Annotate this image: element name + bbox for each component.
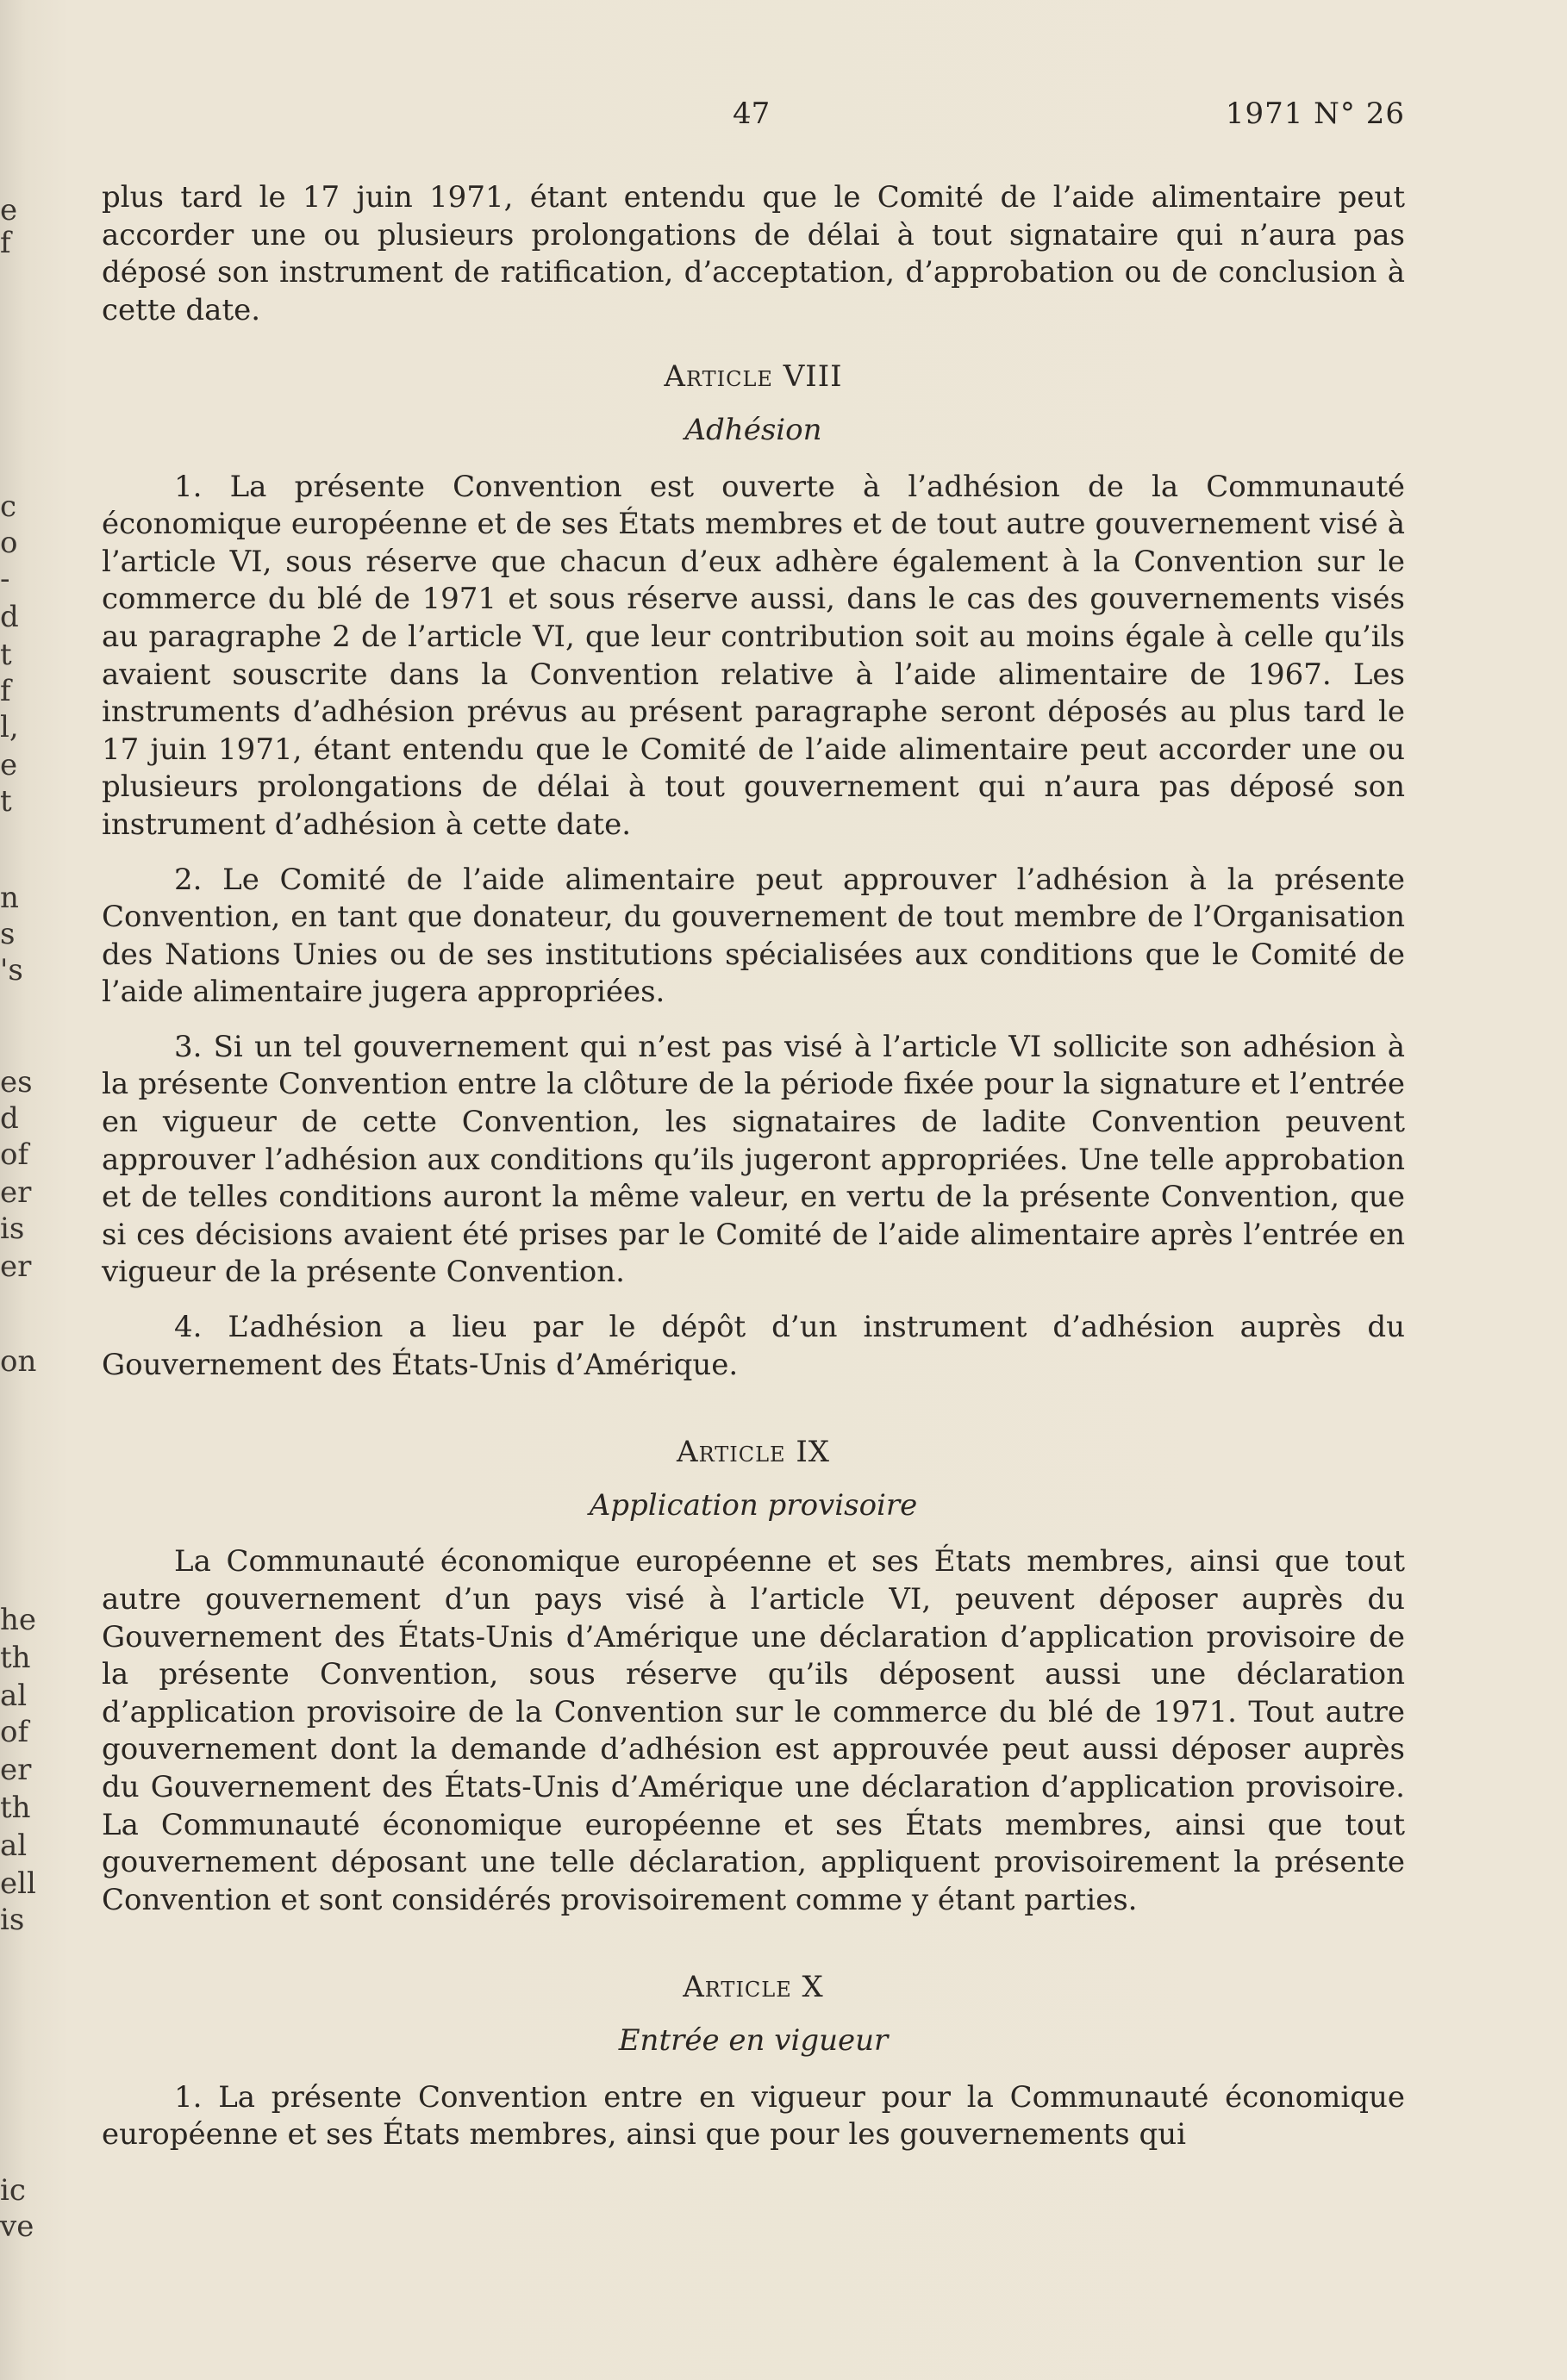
margin-fragment: es [0,1065,33,1100]
page-number: 47 [733,97,771,131]
article-ix-heading: Article IX [677,1435,830,1470]
margin-fragment: er [0,1175,32,1210]
margin-fragment: l, [0,710,19,745]
margin-fragment: on [0,1344,37,1379]
article-viii-heading: Article VIII [664,359,843,395]
margin-fragment: 's [0,953,23,988]
margin-fragment: s [0,917,16,951]
margin-fragment: - [0,562,10,596]
article-viii-paragraph: 4. L’adhésion a lieu par le dépôt d’un instrument d’adhésion auprès du Gouvernement des États-Unis d’Amérique. [102,1310,1405,1382]
margin-fragment: f [0,674,11,708]
margin-fragment: ell [0,1866,36,1901]
document-body [102,179,1405,2171]
article-x-heading: Article X [683,1970,824,2005]
margin-fragment: t [0,638,12,672]
article-x-paragraph: 1. La présente Convention entre en vigueur pour la Communauté économique européenne et ses États membres, ainsi que pour les gouvernements qui [102,2079,1405,2153]
margin-fragment: th [0,1791,31,1825]
margin-fragment: er [0,1753,32,1787]
article-ix-title: Application provisoire [589,1487,918,1523]
margin-fragment: he [0,1603,37,1637]
article-x-title: Entrée en vigueur [618,2022,889,2058]
margin-fragment: c [0,489,17,524]
article-viii-paragraph: 2. Le Comité de l’aide alimentaire peut approuver l’adhésion à la présente Convention, en tant que donateur, du gouvernement de tout membre de l’Organisation des Nations Unies ou de ses institutions spécialisées aux conditions que le Comité de l’aide alimentaire jugera appropriées. [102,862,1405,1010]
margin-fragment: e [0,193,18,227]
margin-fragment: er [0,1249,32,1284]
margin-fragment: n [0,881,19,915]
article-viii-paragraph: 3. Si un tel gouvernement qui n’est pas visé à l’article VI sollicite son adhésion à la présente Convention entre la clôture de la période fixée pour la signature et l’entrée en vigueur de cette Convention, les signataires de ladite Convention peuvent approuver l’adhésion aux conditions qu’ils jugeront appropriées. Une telle approbation et de telles conditions auront la même valeur, en vertu de la présente Convention, que si ces décisions avaient été prises par le Comité de l’aide alimentaire après l’entrée en vigueur de la présente Convention. [102,1029,1405,1290]
margin-fragment: al [0,1679,28,1713]
margin-fragment: e [0,748,18,782]
margin-fragment: ve [0,2209,34,2244]
margin-fragment: is [0,1903,25,1937]
margin-fragment: is [0,1212,25,1246]
margin-fragment: of [0,1715,29,1749]
left-margin-fragments [0,0,53,2380]
margin-fragment: d [0,1101,19,1136]
article-viii-title: Adhésion [684,412,822,447]
intro-paragraph: plus tard le 17 juin 1971, étant entendu que le Comité de l’aide alimentaire peut accorder une ou plusieurs prolongations de délai à tout signataire qui n’aura pas déposé son instrument de ratification, d’acceptation, d’approbation ou de conclusion à cette date. [102,180,1405,327]
page-header [102,97,1405,138]
article-viii-paragraph: 1. La présente Convention est ouverte à l’adhésion de la Communauté économique européenne et de ses États membres et de tout autre gouvernement visé à l’article VI, sous réserve que chacun d’eux adhère également à la Convention sur le commerce du blé de 1971 et sous réserve aussi, dans le cas des gouvernements visés au paragraphe 2 de l’article VI, que leur contribution soit au moins égale à celle qu’ils avaient souscrite dans la Convention relative à l’aide alimentaire de 1967. Les instruments d’adhésion prévus au présent paragraphe seront déposés au plus tard le 17 juin 1971, étant entendu que le Comité de l’aide alimentaire peut accorder une ou plusieurs prolongations de délai à tout gouvernement qui n’aura pas déposé son instrument d’adhésion à cette date. [102,469,1405,842]
document-reference: 1971 N° 26 [1225,97,1405,131]
margin-fragment: f [0,226,11,260]
margin-fragment: al [0,1829,28,1863]
margin-fragment: o [0,526,18,560]
margin-fragment: th [0,1641,31,1675]
margin-fragment: d [0,600,19,634]
margin-fragment: t [0,784,12,819]
article-ix-paragraph: La Communauté économique européenne et ses États membres, ainsi que tout autre gouvernement d’un pays visé à l’article VI, peuvent déposer auprès du Gouvernement des États-Unis d’Amérique une déclaration d’application provisoire de la présente Convention, sous réserve qu’ils déposent aussi une déclaration d’application provisoire de la Convention sur le commerce du blé de 1971. Tout autre gouvernement dont la demande d’adhésion est approuvée peut aussi déposer auprès du Gouvernement des États-Unis d’Amérique une déclaration d’application provisoire. La Communauté économique européenne et ses États membres, ainsi que tout gouvernement déposant une telle déclaration, appliquent provisoirement la présente Convention et sont considérés provisoirement comme y étant parties. [102,1544,1405,1917]
margin-fragment: ic [0,2173,26,2208]
margin-fragment: of [0,1137,29,1172]
